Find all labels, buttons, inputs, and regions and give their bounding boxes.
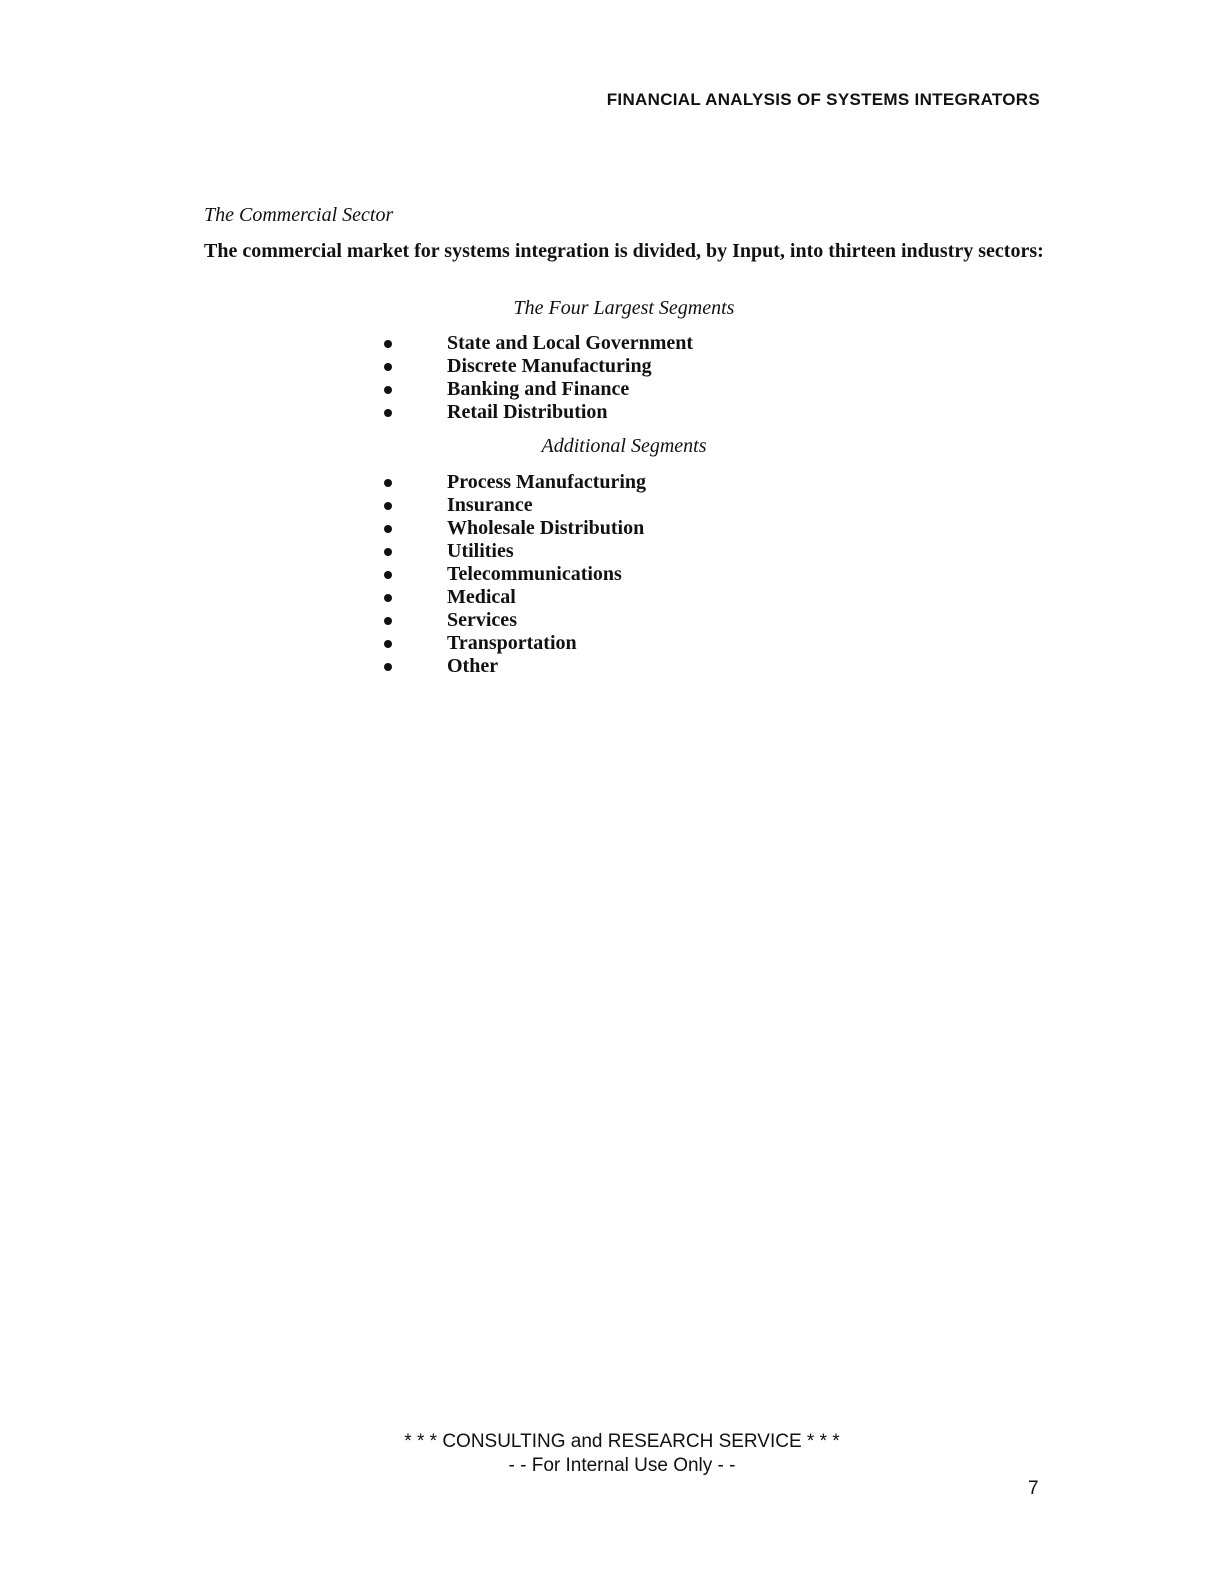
bullet-icon — [384, 640, 392, 648]
footer — [0, 1430, 1224, 1478]
list-item-label: Retail Distribution — [447, 401, 608, 423]
bullet-icon — [384, 617, 392, 625]
footer-service-line: * * * CONSULTING and RESEARCH SERVICE * * * — [404, 1431, 840, 1452]
group-heading-additional: Additional Segments — [541, 435, 707, 457]
list-item-label: Banking and Finance — [447, 378, 630, 400]
list-item-label: Medical — [447, 586, 516, 608]
list-item-label: Wholesale Distribution — [447, 517, 645, 539]
list-item-label: Utilities — [447, 540, 514, 562]
list-item-label: Other — [447, 655, 499, 677]
list-item-label: Transportation — [447, 632, 577, 654]
footer-internal-line: - - For Internal Use Only - - — [508, 1455, 736, 1476]
bullet-icon — [384, 363, 392, 371]
page-number: 7 — [1028, 1478, 1039, 1499]
bullet-icon — [384, 571, 392, 579]
bullet-icon — [384, 340, 392, 348]
bullet-icon — [384, 479, 392, 487]
bullet-icon — [384, 386, 392, 394]
bullet-icon — [384, 409, 392, 417]
bullet-icon — [384, 548, 392, 556]
list-item-label: Discrete Manufacturing — [447, 355, 652, 377]
list-item-label: Insurance — [447, 494, 533, 516]
list-item-label: Services — [447, 609, 517, 631]
list-item-label: Process Manufacturing — [447, 471, 647, 493]
bullet-icon — [384, 663, 392, 671]
bullet-icon — [384, 594, 392, 602]
intro-paragraph: The commercial market for systems integration is divided, by Input, into thirteen industry sectors: — [204, 240, 1044, 262]
running-header: FINANCIAL ANALYSIS OF SYSTEMS INTEGRATORS — [606, 90, 1040, 109]
group-heading-largest: The Four Largest Segments — [513, 297, 735, 319]
bullet-icon — [384, 525, 392, 533]
list-item-label: State and Local Government — [447, 332, 694, 354]
bullet-icon — [384, 502, 392, 510]
list-item-label: Telecommunications — [447, 563, 622, 585]
section-heading: The Commercial Sector — [204, 204, 394, 226]
